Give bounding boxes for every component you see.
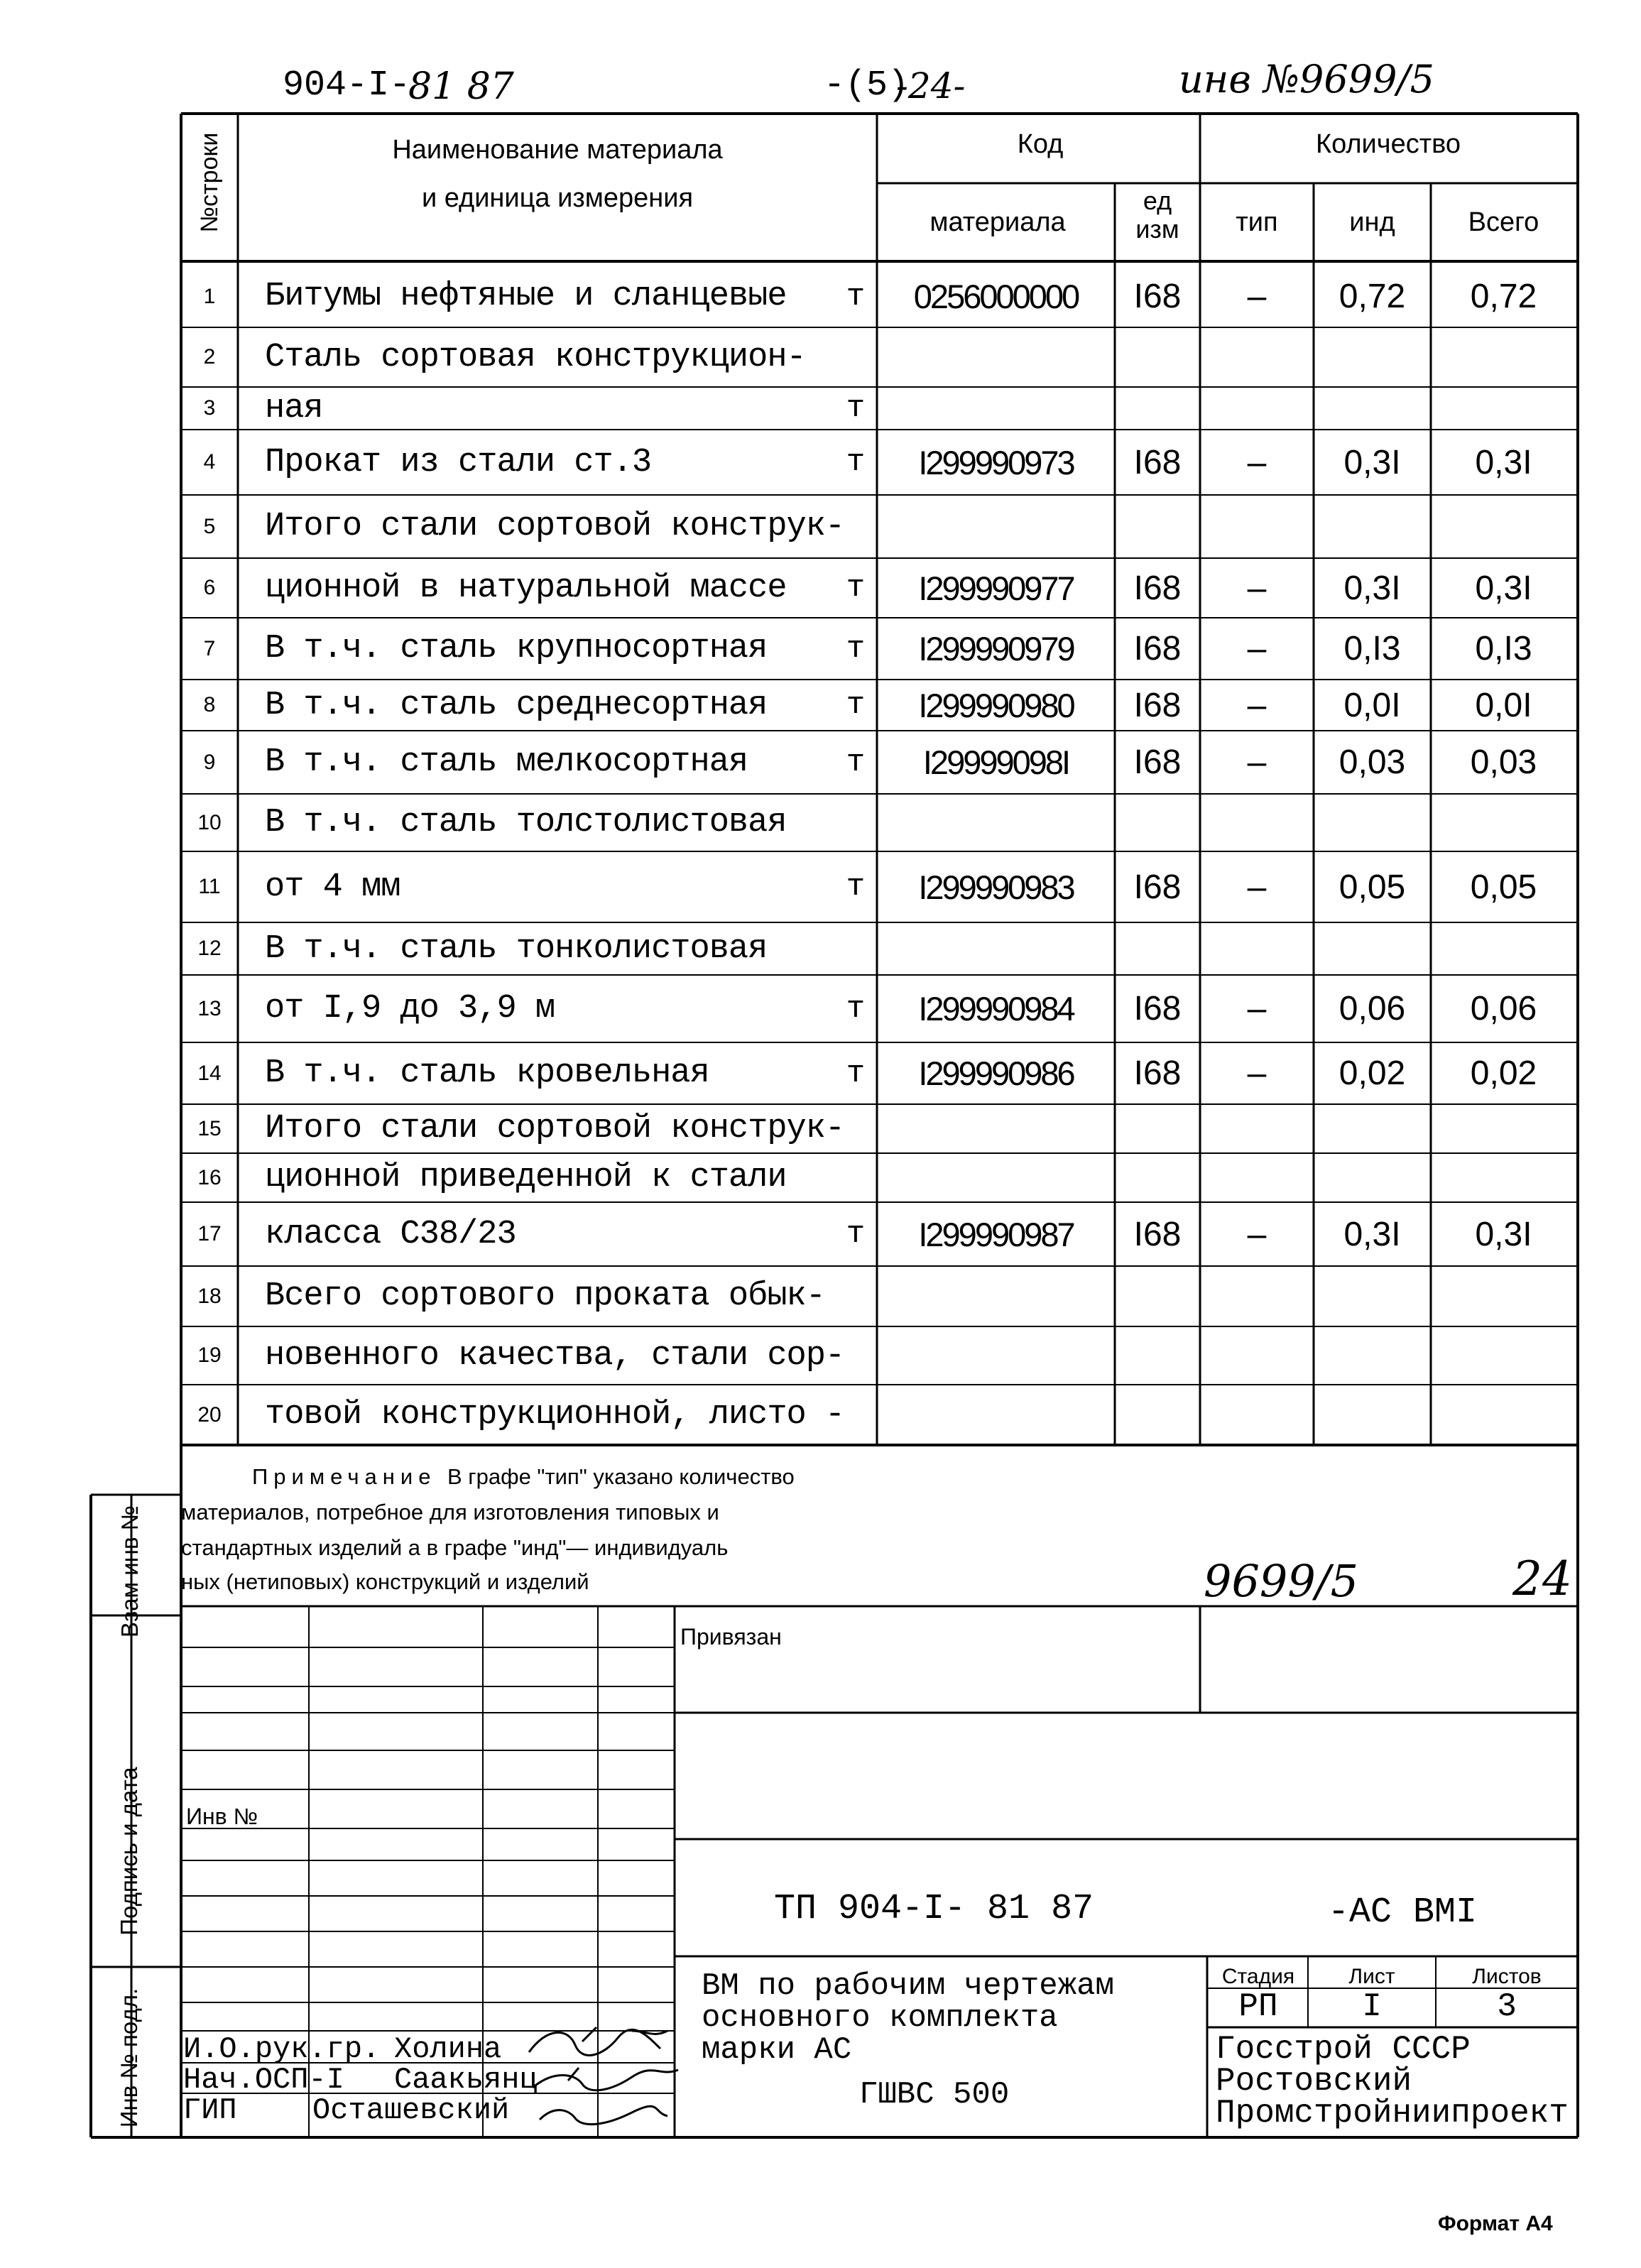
- row-number: 15: [197, 1116, 222, 1140]
- page-mark: -(5): [824, 65, 910, 106]
- row-unit-code: [1115, 387, 1200, 430]
- row-unit-code: I68: [1133, 443, 1182, 481]
- signer-3-role: ГИП: [183, 2093, 237, 2127]
- row-type: –: [1247, 1215, 1267, 1253]
- row-total: [1431, 922, 1576, 975]
- row-unit-code: [1115, 1266, 1200, 1326]
- row-total: [1431, 1153, 1576, 1202]
- row-number: 4: [203, 450, 216, 474]
- header-code-material: материала: [929, 207, 1066, 237]
- signature-ostashevsky: [540, 2106, 667, 2124]
- row-unit: т: [846, 1055, 866, 1091]
- row-number: 6: [203, 576, 216, 599]
- row-name: В т.ч. сталь крупносортная: [265, 630, 768, 667]
- row-total: [1431, 495, 1576, 558]
- signature-saakyants: [533, 2068, 678, 2090]
- row-total: [1431, 794, 1576, 851]
- row-name: Битумы нефтяные и сланцевые: [265, 278, 787, 315]
- row-unit-code: I68: [1133, 569, 1182, 607]
- inventory-hand: инв №9699/5: [1179, 57, 1435, 102]
- row-type: –: [1247, 743, 1267, 781]
- stage-label: Стадия: [1221, 1965, 1295, 1988]
- row-total: 0,3I: [1475, 1215, 1532, 1253]
- row-type: –: [1247, 990, 1267, 1027]
- row-name: ная: [265, 389, 323, 427]
- row-ind: 0,0I: [1343, 686, 1401, 724]
- row-name: новенного качества, стали сор-: [265, 1336, 845, 1375]
- row-total: [1431, 1385, 1576, 1445]
- row-type: [1200, 922, 1314, 975]
- row-name: от 4 мм: [265, 868, 400, 906]
- format-label: Формат А4: [1438, 2212, 1553, 2235]
- row-total: 0,03: [1470, 743, 1537, 781]
- row-unit: [834, 327, 877, 387]
- row-type: –: [1247, 630, 1267, 667]
- row-ind: [1314, 1326, 1431, 1385]
- row-total: 0,I3: [1475, 630, 1532, 667]
- row-number: 12: [197, 937, 222, 960]
- row-total: 0,05: [1470, 868, 1537, 906]
- header-name-line2: и единица измерения: [421, 183, 694, 213]
- row-ind: 0,72: [1339, 278, 1406, 315]
- sheet-label: Лист: [1348, 1965, 1395, 1988]
- signer-1-name: Холина: [394, 2032, 502, 2066]
- note-hand-number: 9699/5: [1204, 1555, 1359, 1607]
- header-quantity: Количество: [1315, 129, 1461, 159]
- row-type: [1200, 327, 1314, 387]
- row-ind: 0,I3: [1343, 630, 1401, 667]
- row-total: [1431, 1104, 1576, 1153]
- desc-line4: ГШВС 500: [859, 2077, 1010, 2112]
- row-unit: [834, 1385, 877, 1445]
- row-total: [1431, 327, 1576, 387]
- signature-holina: [529, 2027, 667, 2055]
- row-unit: т: [846, 869, 866, 905]
- header-unit-line2: изм: [1135, 214, 1179, 244]
- row-type: [1200, 495, 1314, 558]
- row-number: 2: [203, 345, 216, 369]
- row-total: 0,06: [1470, 990, 1537, 1027]
- row-unit-code: [1115, 794, 1200, 851]
- desc-line1: ВМ по рабочим чертежам: [702, 1968, 1114, 2004]
- row-code: I299990980: [918, 686, 1074, 724]
- row-name: от I,9 до 3,9 м: [265, 990, 555, 1027]
- row-name: Прокат из стали ст.3: [265, 443, 652, 481]
- row-type: –: [1247, 278, 1267, 315]
- row-ind: 0,05: [1339, 868, 1406, 906]
- row-type: –: [1247, 443, 1267, 481]
- row-name: Итого стали сортовой конструк-: [265, 508, 845, 545]
- header-type: тип: [1236, 207, 1278, 237]
- note-line3: стандартных изделий а в графе "инд"— индивидуаль: [181, 1535, 729, 1560]
- row-ind: [1314, 1153, 1431, 1202]
- row-type: [1200, 1385, 1314, 1445]
- row-unit: т: [846, 631, 866, 667]
- row-code: [877, 1266, 1115, 1326]
- row-code: I299990987: [918, 1215, 1074, 1253]
- row-unit-code: I68: [1133, 743, 1182, 781]
- header-total: Всего: [1468, 207, 1539, 237]
- row-name: В т.ч. сталь мелкосортная: [265, 743, 748, 781]
- note-hand-page: 24: [1512, 1552, 1572, 1606]
- row-ind: [1314, 387, 1431, 430]
- row-unit: [834, 922, 877, 975]
- row-code: [877, 794, 1115, 851]
- row-number: 18: [197, 1284, 222, 1308]
- row-ind: [1314, 922, 1431, 975]
- row-unit-code: [1115, 1153, 1200, 1202]
- row-unit-code: [1115, 495, 1200, 558]
- doc-code: ТП 904-I- 81 87: [774, 1889, 1094, 1929]
- row-number: 14: [197, 1061, 222, 1085]
- row-type: –: [1247, 1054, 1267, 1092]
- row-number: 5: [203, 514, 216, 538]
- row-number: 11: [198, 875, 221, 898]
- header-row-number: №строки: [196, 132, 223, 233]
- row-unit: [834, 1104, 877, 1153]
- doc-series: 904-I-: [283, 65, 411, 106]
- row-code: I299990983: [918, 868, 1074, 906]
- side-inv-original: Инв № подл.: [116, 1988, 142, 2128]
- row-name: ционной в натуральной массе: [265, 569, 787, 607]
- row-type: –: [1247, 868, 1267, 906]
- header-code: Код: [1017, 129, 1064, 159]
- desc-line3: марки АС: [702, 2032, 852, 2068]
- row-ind: [1314, 794, 1431, 851]
- row-ind: [1314, 327, 1431, 387]
- row-unit-code: [1115, 1104, 1200, 1153]
- row-type: [1200, 1153, 1314, 1202]
- row-code: [877, 1326, 1115, 1385]
- row-code: I299990979: [918, 630, 1074, 667]
- row-unit-code: I68: [1133, 686, 1182, 724]
- row-type: [1200, 1266, 1314, 1326]
- row-unit: [834, 1266, 877, 1326]
- signer-2-role: Нач.ОСП-I: [183, 2063, 344, 2097]
- row-type: –: [1247, 569, 1267, 607]
- header-unit-line1: ед: [1143, 186, 1172, 215]
- note-line1: В графе "тип" указано количество: [447, 1464, 795, 1489]
- stage-value: РП: [1238, 1988, 1278, 2025]
- sheets-label: Листов: [1472, 1965, 1542, 1988]
- org-line2: Ростовский: [1216, 2063, 1412, 2100]
- sheet-value: I: [1362, 1988, 1382, 2025]
- row-unit-code: I68: [1133, 990, 1182, 1027]
- row-ind: 0,06: [1339, 990, 1406, 1027]
- org-line1: Госстрой СССР: [1216, 2031, 1471, 2068]
- row-code: [877, 1385, 1115, 1445]
- row-number: 7: [203, 636, 216, 660]
- row-number: 3: [203, 396, 216, 420]
- side-vzam-inv: Взам инв №: [116, 1505, 143, 1638]
- row-unit: т: [846, 744, 866, 780]
- row-type: [1200, 794, 1314, 851]
- row-ind: [1314, 1104, 1431, 1153]
- row-unit-code: I68: [1133, 278, 1182, 315]
- row-ind: [1314, 1266, 1431, 1326]
- row-code: I299990986: [918, 1054, 1074, 1092]
- row-total: [1431, 1326, 1576, 1385]
- note-label: Примечание: [252, 1464, 437, 1489]
- row-unit: [834, 1326, 877, 1385]
- side-signature-date: Подпись и дата: [116, 1767, 142, 1936]
- row-unit: т: [846, 445, 866, 480]
- row-unit-code: I68: [1133, 1054, 1182, 1092]
- row-number: 9: [203, 750, 216, 774]
- row-code: I29999098I: [922, 743, 1069, 781]
- row-code: I299990977: [918, 569, 1074, 607]
- signer-3-name: Осташевский: [312, 2093, 510, 2127]
- row-ind: 0,3I: [1343, 1215, 1401, 1253]
- row-total: [1431, 387, 1576, 430]
- row-ind: [1314, 1385, 1431, 1445]
- row-unit-code: I68: [1133, 630, 1182, 667]
- row-unit: [834, 495, 877, 558]
- row-code: [877, 922, 1115, 975]
- note-line2: материалов, потребное для изготовления типовых и: [181, 1500, 719, 1525]
- doc-series-hand: 81 87: [408, 65, 514, 108]
- doc-mark: -АС ВМI: [1328, 1892, 1478, 1933]
- row-name: Сталь сортовая конструкцион-: [265, 338, 806, 376]
- row-ind: 0,3I: [1343, 569, 1401, 607]
- row-number: 10: [197, 810, 222, 834]
- row-name: ционной приведенной к стали: [265, 1159, 787, 1196]
- row-type: [1200, 1104, 1314, 1153]
- row-code: [877, 387, 1115, 430]
- row-number: 20: [197, 1402, 222, 1427]
- row-type: [1200, 1326, 1314, 1385]
- row-name: Итого стали сортовой конструк-: [265, 1110, 845, 1147]
- row-name: В т.ч. сталь тонколистовая: [265, 929, 768, 968]
- row-ind: 0,3I: [1343, 443, 1401, 481]
- row-code: [877, 1104, 1115, 1153]
- row-unit-code: [1115, 1326, 1200, 1385]
- row-ind: [1314, 495, 1431, 558]
- row-number: 1: [203, 284, 216, 308]
- header-name-line1: Наименование материала: [392, 135, 723, 165]
- row-number: 17: [197, 1222, 222, 1245]
- row-unit: т: [846, 278, 866, 315]
- row-unit-code: [1115, 922, 1200, 975]
- note-line4: ных (нетиповых) конструкций и изделий: [181, 1569, 589, 1594]
- row-name: В т.ч. сталь среднесортная: [265, 686, 768, 724]
- row-total: 0,02: [1470, 1054, 1537, 1092]
- row-type: [1200, 387, 1314, 430]
- row-total: [1431, 1266, 1576, 1326]
- row-unit: т: [846, 991, 866, 1027]
- org-line3: Промстройниипроект: [1216, 2095, 1569, 2132]
- row-number: 13: [197, 996, 222, 1020]
- privyazan-label: Привязан: [680, 1624, 782, 1650]
- row-code: [877, 1153, 1115, 1202]
- row-code: [877, 327, 1115, 387]
- row-total: 0,72: [1470, 278, 1537, 315]
- row-unit-code: [1115, 327, 1200, 387]
- row-code: I299990973: [918, 443, 1074, 481]
- row-total: 0,3I: [1475, 569, 1532, 607]
- row-total: 0,0I: [1475, 686, 1532, 724]
- page-mark-hand: -24-: [896, 65, 966, 107]
- row-unit: [834, 794, 877, 851]
- header-ind: инд: [1349, 207, 1395, 237]
- row-name: Всего сортового проката обык-: [265, 1277, 825, 1315]
- row-unit: т: [846, 1216, 866, 1252]
- desc-line2: основного комплекта: [702, 2000, 1058, 2036]
- row-name: товой конструкционной, листо -: [265, 1396, 845, 1434]
- row-name: В т.ч. сталь толстолистовая: [265, 804, 787, 841]
- row-type: –: [1247, 686, 1267, 724]
- row-name: класса С38/23: [265, 1215, 516, 1253]
- row-code: 0256000000: [913, 278, 1079, 315]
- row-name: В т.ч. сталь кровельная: [265, 1054, 709, 1092]
- row-unit-code: [1115, 1385, 1200, 1445]
- row-number: 19: [197, 1343, 222, 1367]
- row-unit: т: [846, 687, 866, 723]
- row-ind: 0,02: [1339, 1054, 1406, 1092]
- row-code: I299990984: [918, 990, 1074, 1027]
- row-unit: [834, 1153, 877, 1202]
- row-total: 0,3I: [1475, 443, 1532, 481]
- row-unit: т: [846, 391, 866, 426]
- row-ind: 0,03: [1339, 743, 1406, 781]
- row-unit-code: I68: [1133, 868, 1182, 906]
- sheets-value: 3: [1497, 1988, 1517, 2025]
- inv-no-label: Инв №: [186, 1804, 258, 1829]
- row-unit: т: [846, 570, 866, 606]
- row-number: 16: [197, 1165, 222, 1189]
- signer-1-role: И.О.рук.гр.: [183, 2032, 381, 2066]
- row-number: 8: [203, 693, 216, 716]
- signatures: [525, 2020, 696, 2134]
- row-unit-code: I68: [1133, 1215, 1182, 1253]
- signer-2-name: Саакьянц: [394, 2063, 538, 2097]
- row-code: [877, 495, 1115, 558]
